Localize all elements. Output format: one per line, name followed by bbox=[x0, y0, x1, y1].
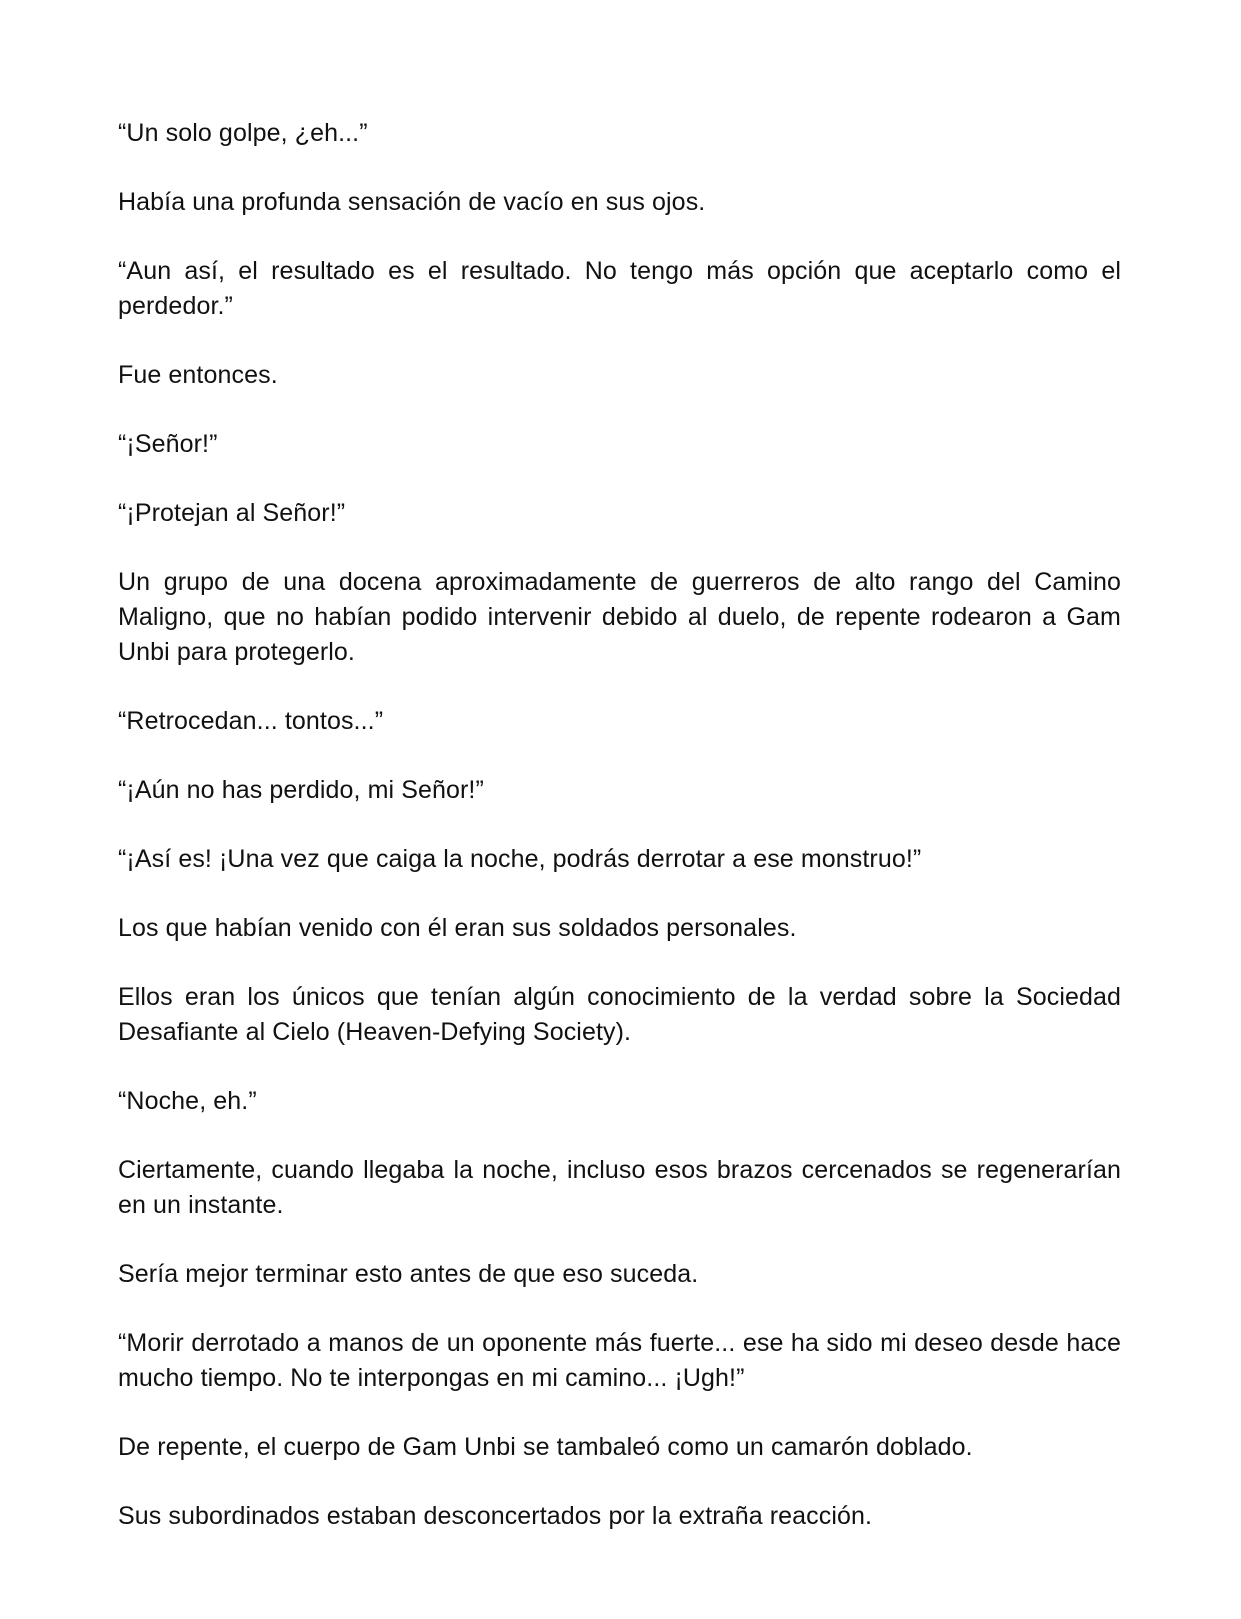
paragraph: “¡Así es! ¡Una vez que caiga la noche, podrás derrotar a ese monstruo!” bbox=[118, 845, 922, 873]
paragraph: Sería mejor terminar esto antes de que eso suceda. bbox=[118, 1260, 699, 1288]
paragraph: Fue entonces. bbox=[118, 361, 278, 389]
paragraph: “Morir derrotado a manos de un oponente más fuerte... ese ha sido mi deseo desde hace mucho tiempo. No te interpongas en mi camino... ¡Ugh!” bbox=[118, 1329, 1121, 1392]
paragraph: “¡Aún no has perdido, mi Señor!” bbox=[118, 776, 484, 804]
paragraph: “¡Señor!” bbox=[118, 430, 218, 458]
paragraph: “Un solo golpe, ¿eh...” bbox=[118, 119, 368, 147]
paragraph: Ellos eran los únicos que tenían algún conocimiento de la verdad sobre la Sociedad Desafiante al Cielo (Heaven-Defying Society). bbox=[118, 983, 1121, 1046]
paragraph: “Noche, eh.” bbox=[118, 1087, 257, 1115]
paragraph: De repente, el cuerpo de Gam Unbi se tambaleó como un camarón doblado. bbox=[118, 1433, 973, 1461]
paragraph: Un grupo de una docena aproximadamente de guerreros de alto rango del Camino Maligno, que no habían podido intervenir debido al duelo, de repente rodearon a Gam Unbi para protegerlo. bbox=[118, 568, 1121, 666]
paragraph: Sus subordinados estaban desconcertados por la extraña reacción. bbox=[118, 1502, 873, 1530]
text-column bbox=[118, 116, 1121, 1568]
paragraph: Ciertamente, cuando llegaba la noche, incluso esos brazos cercenados se regenerarían en un instante. bbox=[118, 1156, 1121, 1219]
paragraph: Los que habían venido con él eran sus soldados personales. bbox=[118, 914, 797, 942]
paragraph: “¡Protejan al Señor!” bbox=[118, 499, 346, 527]
paragraph: “Aun así, el resultado es el resultado. No tengo más opción que aceptarlo como el perdedor.” bbox=[118, 257, 1121, 320]
paragraph: Había una profunda sensación de vacío en sus ojos. bbox=[118, 188, 706, 216]
paragraph: “Retrocedan... tontos...” bbox=[118, 707, 384, 735]
